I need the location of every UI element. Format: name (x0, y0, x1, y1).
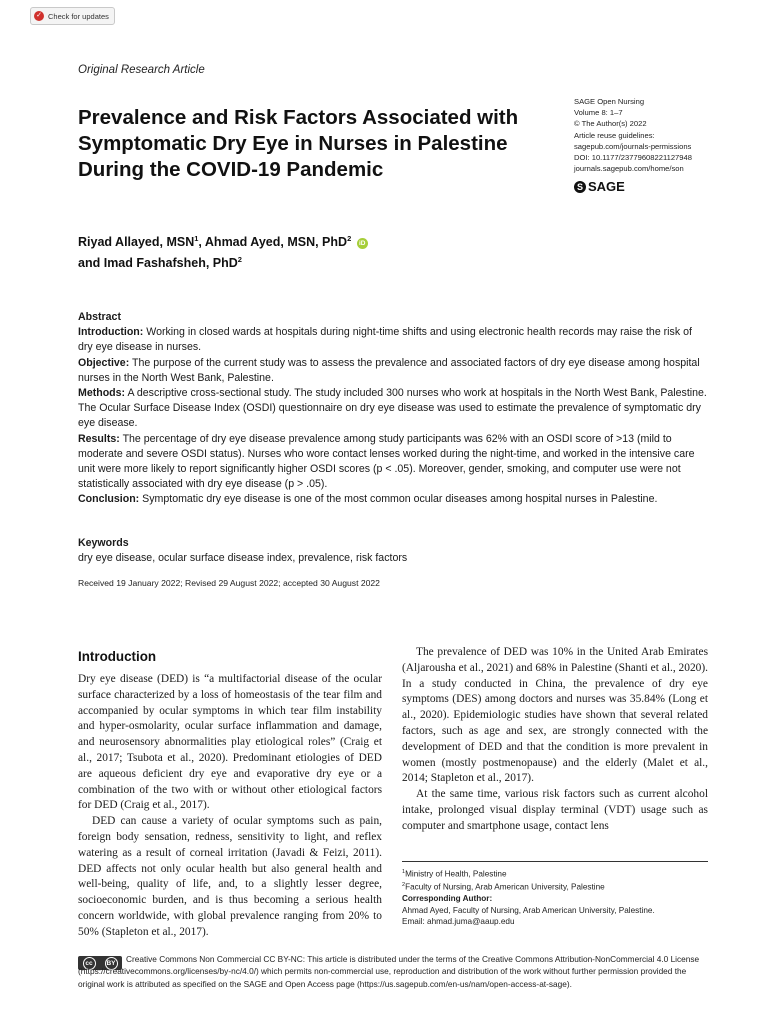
journal-meta (574, 96, 744, 174)
abstract-conclusion (78, 492, 708, 507)
abstract-label: Methods: (78, 387, 126, 400)
keywords-heading: Keywords (78, 537, 129, 549)
abstract-text: A descriptive cross-sectional study. The study included 300 nurses who work at hospitals in the North West Bank, Palestine. The Ocular Surface Disease Index (OSDI) questionnaire on dry eye disease was used to estimate the prevalence of symptomatic dry eye disease. (78, 387, 707, 430)
article-title: Prevalence and Risk Factors Associated with Symptomatic Dry Eye in Nurses in Palestine During the COVID-19 Pandemic (78, 106, 519, 181)
author-name: Riyad Allayed, MSN (78, 235, 195, 250)
body-paragraph: Dry eye disease (DED) is “a multifactorial disease of the ocular surface characterized by a loss of homeostasis of the tear film and accompanied by ocular symptoms in which tear film instability and hyper-osmolarity, ocular surface inflammation and damage, and neurosensory abnormalities play etiological roles” (Craig et al., 2017; Tsubota et al., 2020). Predominant etiologies of DED are aqueous deficient dry eye and evaporative dry eye or a combination of the two with or without other etiological factors for DED (Craig et al., 2017). (78, 673, 382, 812)
article-type: Original Research Article (78, 64, 205, 76)
updates-icon: ✓ (34, 11, 44, 21)
abstract-introduction (78, 325, 708, 355)
abstract-text: The purpose of the current study was to assess the prevalence and associated factors of dry eye disease among hospital nurses in the North West Bank, Palestine. (78, 356, 700, 384)
author-conjunction: and (78, 256, 101, 271)
corresponding-author-email[interactable]: Email: ahmad.juma@aaup.edu (402, 917, 515, 927)
affiliation-marker: 2 (347, 234, 352, 243)
author-name: Imad Fashafsheh, PhD (103, 256, 238, 271)
body-column-left (78, 672, 382, 941)
author-list: Riyad Allayed, MSN$^1$, Ahmad Ayed, MSN, PhD$^2$ iD and Imad Fashafsheh, PhD$^2$ (78, 230, 578, 272)
abstract-text: Working in closed wards at hospitals during night-time shifts and using electronic health records may raise the risk of dry eye disease in nurses. (78, 326, 692, 354)
footnote-marker: 2 (402, 882, 406, 889)
journal-name: SAGE Open Nursing (574, 97, 645, 106)
abstract-heading: Abstract (78, 311, 121, 323)
reuse-link[interactable]: sagepub.com/journals-permissions (574, 141, 692, 151)
body-column-right (402, 645, 708, 835)
cc-icon: cc (83, 957, 96, 970)
corresponding-author-name: Ahmad Ayed, Faculty of Nursing, Arab American University, Palestine. (402, 905, 655, 915)
affiliation-marker: 2 (237, 255, 242, 265)
abstract-label: Objective: (78, 356, 130, 369)
abstract-label: Conclusion: (78, 493, 140, 506)
abstract-text: Symptomatic dry eye disease is one of the most common ocular diseases among hospital nurses in Palestine. (142, 493, 658, 506)
abstract-label: Results: (78, 432, 120, 445)
sage-logo-text: SAGE (588, 179, 625, 194)
introduction-heading: Introduction (78, 649, 157, 664)
footnote-text: Faculty of Nursing, Arab American University, Palestine (405, 882, 605, 892)
reuse-guidelines: Article reuse guidelines: (574, 130, 655, 140)
license-text: Creative Commons Non Commercial CC BY-NC: This article is distributed under the terms of the Creative Commons Attribution-NonCommercial 4.0 License (https://creativecommons.org/licenses/by-nc/4.0/) which permits non-commercial use, reproduction and distribution of the work without further permission provided the original work is attributed as specified on the SAGE and Open Access page (https://us.sagepub.com/en-us/nam/open-access-at-sage). (78, 954, 700, 989)
abstract-methods (78, 386, 708, 432)
footnote-text: Ministry of Health, Palestine (405, 869, 507, 879)
body-paragraph: DED can cause a variety of ocular symptoms such as pain, foreign body sensation, redness, sensitivity to light, and reflex watering as a result of corneal irritation (Javadi & Feizi, 2011). DED affects not only ocular health but also general health and well-being, quality of life, and, to a slightly lesser degree, socioeconomic burden, and is thus becoming a serious health concern worldwide, with global prevalence ranging from 20% to 50% (Stapleton et al., 2017). (78, 815, 382, 938)
abstract-text: The percentage of dry eye disease prevalence among study participants was 62% with an OSDI score of >13 (mild to moderate and severe OSDI status). Nurses who wore contact lenses worked during the night-time, and worked in the intensive care unit were more likely to report significantly higher OSDI scores (p < .05). Moreover, gender, smoking, and computer use were not statistically associated with dry eye disease (p > .05). (78, 432, 695, 491)
received-dates: Received 19 January 2022; Revised 29 August 2022; accepted 30 August 2022 (78, 578, 380, 588)
body-paragraph: The prevalence of DED was 10% in the United Arab Emirates (Aljarousha et al., 2021) and 68% in Palestine (Shanti et al., 2020). In a study conducted in China, the prevalence of dry eye symptoms (DES) among doctors and nurses was 35.84% (Long et al., 2020). Epidemiologic studies have shown that several related factors, such as age and sex, are strongly connected with the development of DED and that the condition is more prevalent in women (mostly postmenopause) and the elderly (Malet et al., 2014; Stapleton et al., 2017). (402, 646, 708, 785)
affiliation-footnote (402, 880, 708, 893)
keywords-section (78, 536, 708, 566)
sage-logo (574, 179, 625, 194)
doi-link[interactable]: DOI: 10.1177/23779608221127948 (574, 153, 692, 163)
abstract-results (78, 432, 708, 493)
keywords-text: dry eye disease, ocular surface disease index, prevalence, risk factors (78, 552, 408, 564)
abstract-section (78, 310, 708, 508)
corresponding-author-heading: Corresponding Author: (402, 894, 493, 904)
by-icon: BY (105, 957, 118, 970)
orcid-icon[interactable]: iD (357, 238, 368, 249)
abstract-objective (78, 356, 708, 386)
check-for-updates-label: Check for updates (48, 11, 109, 21)
affiliation-footnote (402, 867, 708, 880)
copyright: © The Author(s) 2022 (574, 119, 647, 129)
footnotes (402, 861, 708, 928)
journal-homepage-link[interactable]: journals.sagepub.com/home/son (574, 164, 684, 174)
affiliation-marker: 1 (194, 234, 199, 243)
footnote-marker: 1 (402, 869, 406, 875)
abstract-label: Introduction: (78, 326, 144, 339)
sage-logo-icon: S (574, 181, 586, 193)
body-paragraph: At the same time, various risk factors such as current alcohol intake, prolonged visual display terminal (VDT) usage such as computer and smartphone usage, contact lens (402, 788, 708, 832)
journal-volume: Volume 8: 1–7 (574, 108, 623, 118)
author-name: Ahmad Ayed, MSN, PhD (204, 235, 348, 250)
check-for-updates-button[interactable] (30, 7, 115, 25)
